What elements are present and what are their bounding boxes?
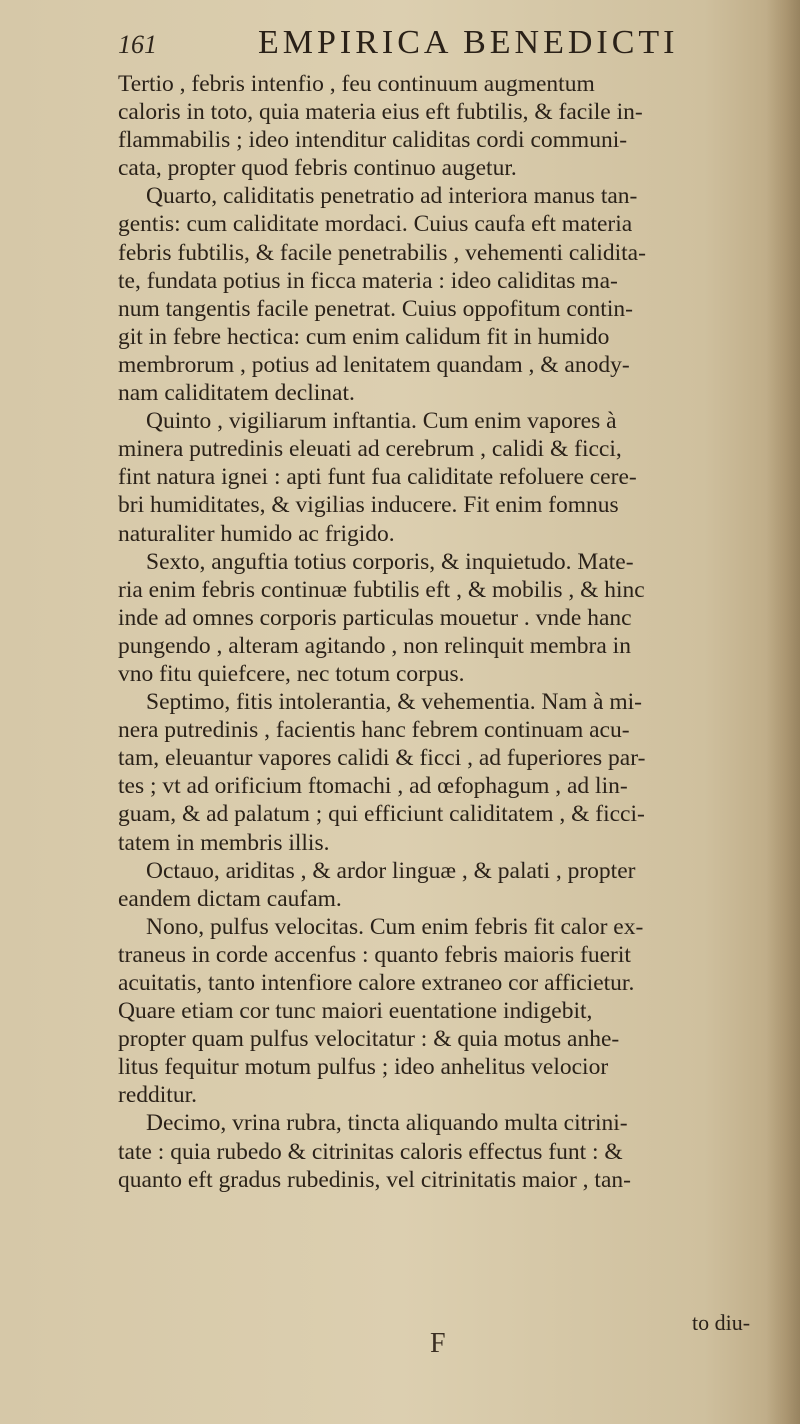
text-line: pungendo , alteram agitando , non relinquit membra in [118, 632, 631, 659]
text-line: Quinto , vigiliarum inftantia. Cum enim vapores à [146, 408, 617, 435]
text-line: Septimo, fitis intolerantia, & vehementia. Nam à mi- [146, 689, 642, 716]
running-head: EMPIRICA BENEDICTI [258, 24, 679, 61]
signature-mark: F [430, 1328, 446, 1359]
text-line: ria enim febris continuæ fubtilis eft , & mobilis , & hinc [118, 576, 645, 603]
text-line: acuitatis, tanto intenfiore calore extraneo cor afficietur. [118, 970, 635, 996]
text-line: propter quam pulfus velocitatur : & quia motus anhe- [118, 1026, 620, 1053]
text-line: quanto eft gradus rubedinis, vel citrinitatis maior , tan- [118, 1166, 631, 1193]
text-line: Sexto, anguftia totius corporis, & inquietudo. Mate- [146, 548, 634, 575]
text-line: membrorum , potius ad lenitatem quandam , & anody- [118, 351, 630, 378]
text-line: nera putredinis , facientis hanc febrem continuam acu- [118, 717, 630, 744]
text-line: naturaliter humido ac frigido. [118, 520, 395, 547]
text-line: traneus in corde accenfus : quanto febris maioris fuerit [118, 941, 631, 968]
catchword: to diu- [692, 1310, 751, 1335]
text-line: Nono, pulfus velocitas. Cum enim febris fit calor ex- [146, 913, 644, 940]
text-line: eandem dictam caufam. [118, 885, 342, 912]
text-line: Quare etiam cor tunc maiori euentatione indigebit, [118, 998, 593, 1025]
text-line: nam caliditatem declinat. [118, 380, 355, 407]
text-line: caloris in toto, quia materia eius eft fubtilis, & facile in- [118, 99, 643, 126]
text-line: flammabilis ; ideo intenditur caliditas cordi communi- [118, 127, 628, 154]
text-line: num tangentis facile penetrat. Cuius oppofitum contin- [118, 295, 633, 322]
text-line: te, fundata potius in ficca materia : ideo caliditas ma- [118, 267, 618, 294]
text-line: inde ad omnes corporis particulas mouetur . vnde hanc [118, 604, 632, 631]
text-line: gentis: cum caliditate mordaci. Cuius caufa eft materia [118, 211, 633, 238]
page-number: 161 [118, 30, 157, 59]
text-line: febris fubtilis, & facile penetrabilis , vehementi calidita- [118, 239, 646, 266]
text-line: cata, propter quod febris continuo augetur. [118, 155, 517, 182]
text-line: tatem in membris illis. [118, 829, 330, 856]
text-line: litus fequitur motum pulfus ; ideo anhelitus velocior [118, 1054, 609, 1081]
text-line: Quarto, caliditatis penetratio ad interiora manus tan- [146, 183, 638, 210]
text-line: Decimo, vrina rubra, tincta aliquando multa citrini- [146, 1110, 628, 1137]
text-line: Tertio , febris intenfio , feu continuum augmentum [118, 71, 595, 97]
text-line: tam, eleuantur vapores calidi & ficci , ad fuperiores par- [118, 745, 646, 772]
text-line: tate : quia rubedo & citrinitas caloris effectus funt : & [118, 1138, 623, 1165]
text-line: fint natura ignei : apti funt fua caliditate refoluere cere- [118, 464, 637, 491]
text-line: redditur. [118, 1082, 197, 1109]
text-line: bri humiditates, & vigilias inducere. Fit enim fomnus [118, 492, 619, 519]
text-line: tes ; vt ad orificium ftomachi , ad œfophagum , ad lin- [118, 773, 628, 800]
text-line: git in febre hectica: cum enim calidum fit in humido [118, 323, 610, 350]
text-line: minera putredinis eleuati ad cerebrum , calidi & ficci, [118, 436, 622, 463]
text-line: guam, & ad palatum ; qui efficiunt caliditatem , & ficci- [118, 801, 645, 828]
text-line: Octauo, ariditas , & ardor linguæ , & palati , propter [146, 857, 636, 884]
body-text [118, 70, 790, 1194]
page-header [118, 22, 758, 66]
text-line: vno fitu quiefcere, nec totum corpus. [118, 660, 465, 687]
